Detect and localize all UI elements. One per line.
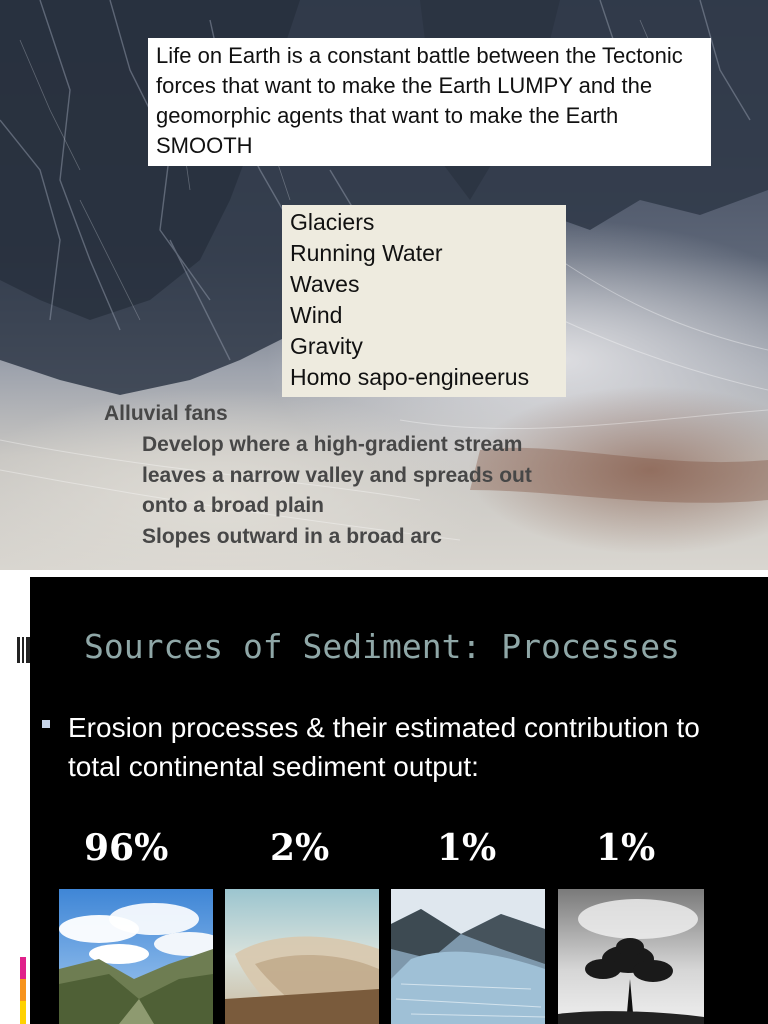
percentage-gravity: 1% (596, 827, 656, 869)
fans-description-line: Slopes outward in a broad arc (142, 525, 442, 548)
geomorphic-agents-list (282, 205, 566, 397)
agent-item: Glaciers (290, 209, 375, 235)
wind-dust-storm-photo (225, 889, 379, 1024)
accent-bar-pink (20, 957, 26, 979)
agent-item: Waves (290, 271, 360, 297)
valley-stream-photo (59, 889, 213, 1024)
bullet-text: Erosion processes & their estimated contribution to total continental sediment output: (68, 712, 700, 782)
agent-item: Wind (290, 302, 343, 328)
accent-bar-yellow (20, 1001, 26, 1024)
fans-description-line: Develop where a high-gradient stream (142, 433, 523, 456)
slide-title: Sources of Sediment: Processes (84, 627, 681, 666)
percentage-glaciers: 1% (437, 827, 497, 869)
percentage-wind: 2% (270, 827, 330, 869)
agent-item: Homo sapo-engineerus (290, 364, 530, 390)
alluvial-fans-heading: Alluvial fans (104, 402, 228, 425)
glacier-photo (391, 889, 545, 1024)
slide-sediment-sources (0, 577, 768, 1024)
agent-item: Gravity (290, 333, 363, 359)
intro-text-box: Life on Earth is a constant battle between the Tectonic forces that want to make the Earth LUMPY and the geomorphic agents that want to make the Earth SMOOTH (148, 38, 711, 166)
agent-item: Running Water (290, 240, 443, 266)
accent-bar-orange (20, 979, 26, 1001)
fans-description-line: onto a broad plain (142, 494, 324, 517)
bullet-square-icon (42, 720, 50, 728)
fans-description-line: leaves a narrow valley and spreads out (142, 464, 532, 487)
tree-gravity-photo (558, 889, 704, 1024)
percentage-running-water: 96% (84, 827, 169, 869)
slide-edge-bars (17, 637, 30, 663)
